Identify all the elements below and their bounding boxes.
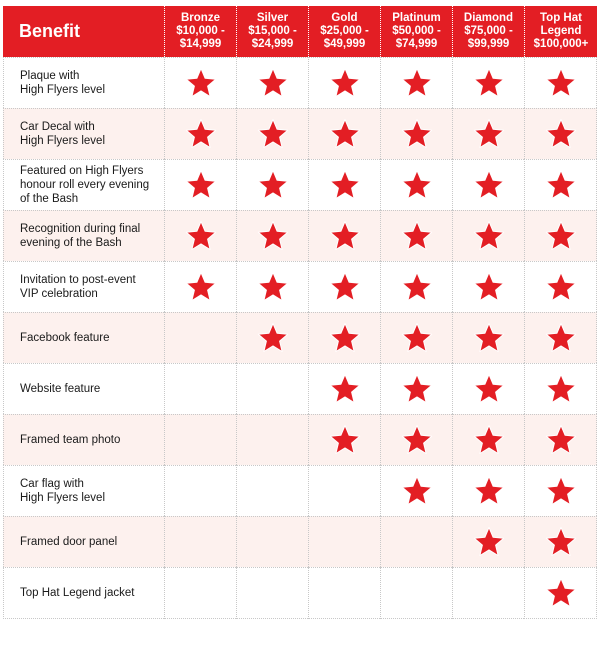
tier-cell [236,57,308,108]
tier-cell [380,57,452,108]
tier-cell [452,567,524,619]
tier-cell [236,516,308,567]
tier-cell [308,414,380,465]
tier-cell [524,210,597,261]
star-icon [328,372,362,406]
tier-name: Gold [331,12,358,24]
star-icon [472,168,506,202]
star-icon [328,321,362,355]
star-icon [400,372,434,406]
star-icon [544,525,578,559]
star-icon [184,219,218,253]
tier-name: Platinum [392,12,441,24]
tier-range-line1: $50,000 - [392,25,441,37]
star-icon [400,66,434,100]
tier-cell [452,57,524,108]
tier-cell [380,210,452,261]
header-row [3,6,597,57]
tier-cell [524,363,597,414]
tier-cell [452,363,524,414]
star-icon [328,117,362,151]
tier-cell [308,261,380,312]
tier-cell [380,567,452,619]
benefits-table-container [3,6,597,619]
tier-range-line2: $99,999 [467,38,510,50]
star-icon [472,219,506,253]
tier-cell [236,567,308,619]
tier-cell [236,108,308,159]
tier-cell [236,210,308,261]
table-row [3,567,597,619]
tier-cell [524,414,597,465]
tier-range-line1: $100,000+ [533,38,589,50]
star-icon [472,66,506,100]
tier-cell [164,465,236,516]
star-icon [472,474,506,508]
tier-cell [164,210,236,261]
star-icon [184,117,218,151]
benefit-label: Plaque with High Flyers level [3,57,164,108]
benefit-column-header: Benefit [3,6,164,57]
tier-name: Diamond [463,12,514,24]
tier-cell [380,414,452,465]
tier-cell [308,465,380,516]
star-icon [472,270,506,304]
star-icon [400,474,434,508]
star-icon [400,219,434,253]
tier-cell [308,210,380,261]
tier-cell [380,465,452,516]
star-icon [472,423,506,457]
tier-header-top-hat-legend [524,6,597,57]
tier-cell [164,363,236,414]
tier-cell [236,465,308,516]
tier-cell [164,159,236,210]
star-icon [400,168,434,202]
tier-cell [380,108,452,159]
tier-cell [164,414,236,465]
tier-cell [308,108,380,159]
table-row [3,210,597,261]
benefit-label: Framed team photo [3,414,164,465]
tier-cell [452,261,524,312]
tier-cell [452,312,524,363]
benefits-table [3,6,597,619]
tier-range-line2: $74,999 [395,38,438,50]
star-icon [472,321,506,355]
tier-cell [524,465,597,516]
tier-cell [380,261,452,312]
star-icon [544,219,578,253]
tier-cell [164,261,236,312]
tier-cell [524,108,597,159]
star-icon [184,66,218,100]
tier-name: Bronze [181,12,220,24]
tier-range-line1: $15,000 - [248,25,297,37]
tier-cell [236,414,308,465]
table-row [3,516,597,567]
tier-cell [380,363,452,414]
star-icon [400,321,434,355]
star-icon [256,321,290,355]
tier-cell [236,159,308,210]
tier-cell [236,363,308,414]
star-icon [544,117,578,151]
star-icon [256,117,290,151]
tier-cell [164,312,236,363]
tier-cell [380,159,452,210]
tier-cell [308,567,380,619]
tier-cell [524,159,597,210]
tier-header-gold [308,6,380,57]
tier-cell [524,261,597,312]
tier-cell [164,108,236,159]
table-row [3,108,597,159]
tier-cell [164,516,236,567]
benefit-label: Website feature [3,363,164,414]
tier-cell [164,567,236,619]
tier-cell [236,261,308,312]
benefit-label: Framed door panel [3,516,164,567]
star-icon [544,321,578,355]
tier-cell [524,567,597,619]
tier-cell [452,210,524,261]
tier-cell [380,516,452,567]
star-icon [256,270,290,304]
star-icon [400,270,434,304]
star-icon [544,66,578,100]
table-row [3,261,597,312]
star-icon [256,219,290,253]
tier-range-line2: $49,999 [323,38,366,50]
table-row [3,57,597,108]
table-row [3,465,597,516]
tier-header-silver [236,6,308,57]
tier-cell [524,57,597,108]
tier-cell [164,57,236,108]
table-row [3,414,597,465]
tier-name: Silver [256,12,289,24]
star-icon [400,423,434,457]
benefit-label: Car Decal with High Flyers level [3,108,164,159]
tier-cell [452,108,524,159]
star-icon [400,117,434,151]
star-icon [328,270,362,304]
tier-cell [308,57,380,108]
benefit-label: Car flag with High Flyers level [3,465,164,516]
tier-header-diamond [452,6,524,57]
star-icon [328,423,362,457]
tier-cell [308,363,380,414]
tier-cell [308,312,380,363]
star-icon [544,372,578,406]
tier-cell [308,159,380,210]
star-icon [544,270,578,304]
tier-cell [236,312,308,363]
tier-cell [524,516,597,567]
star-icon [544,474,578,508]
star-icon [328,66,362,100]
tier-header-platinum [380,6,452,57]
tier-header-bronze [164,6,236,57]
table-row [3,159,597,210]
benefit-label: Featured on High Flyers honour roll every evening of the Bash [3,159,164,210]
star-icon [328,168,362,202]
tier-cell [452,159,524,210]
star-icon [544,576,578,610]
tier-range-line1: $25,000 - [320,25,369,37]
benefit-label: Top Hat Legend jacket [3,567,164,619]
star-icon [472,525,506,559]
star-icon [184,270,218,304]
star-icon [544,168,578,202]
benefit-rows [3,57,597,619]
star-icon [472,117,506,151]
table-row [3,312,597,363]
tier-cell [308,516,380,567]
tier-cell [452,414,524,465]
tier-cell [380,312,452,363]
star-icon [472,372,506,406]
star-icon [328,219,362,253]
star-icon [256,168,290,202]
table-row [3,363,597,414]
tier-cell [452,516,524,567]
tier-range-line1: $75,000 - [464,25,513,37]
tier-name: Top Hat Legend [540,12,582,37]
benefit-label: Facebook feature [3,312,164,363]
tier-range-line2: $24,999 [251,38,294,50]
star-icon [544,423,578,457]
benefit-label: Invitation to post-event VIP celebration [3,261,164,312]
star-icon [256,66,290,100]
tier-cell [524,312,597,363]
tier-range-line1: $10,000 - [176,25,225,37]
star-icon [184,168,218,202]
benefit-label: Recognition during final evening of the Bash [3,210,164,261]
tier-range-line2: $14,999 [179,38,222,50]
tier-cell [452,465,524,516]
